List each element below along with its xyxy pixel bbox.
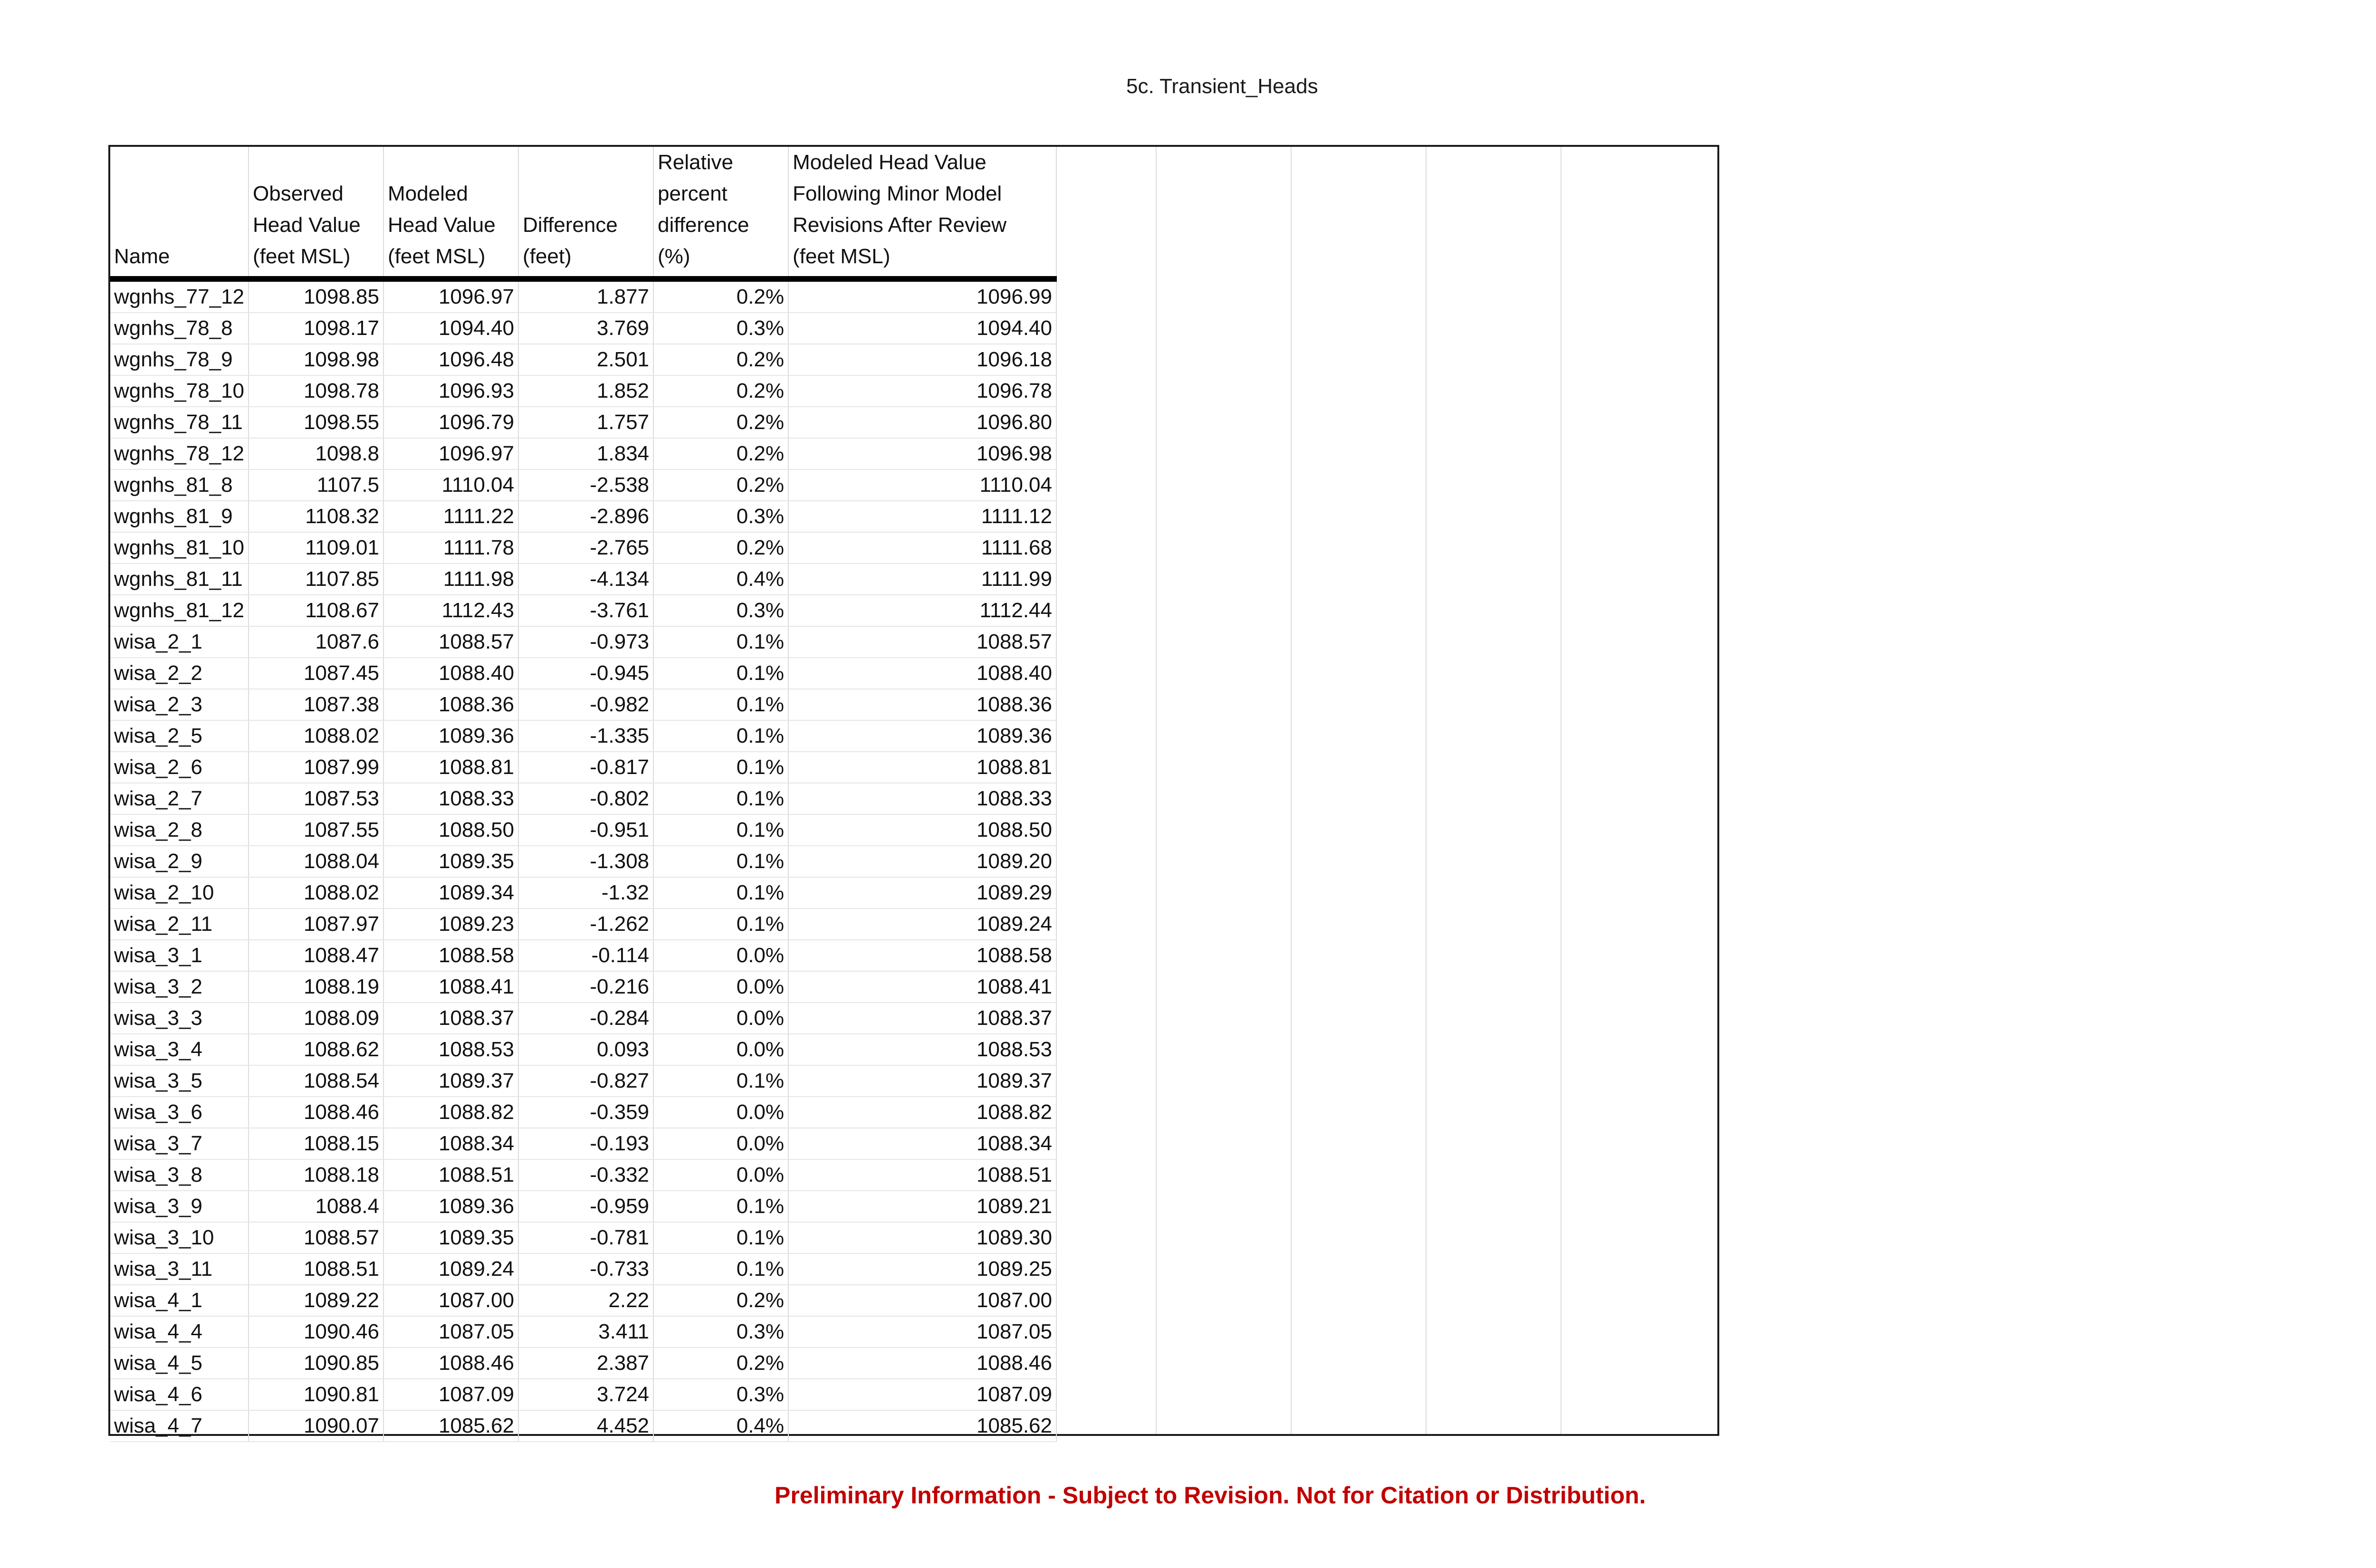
table-row[interactable]: [110, 720, 1056, 752]
value-cell[interactable]: 0.1%: [653, 846, 788, 877]
value-cell[interactable]: -0.951: [518, 814, 653, 846]
value-cell[interactable]: 1088.15: [249, 1128, 383, 1159]
value-cell[interactable]: 1111.12: [788, 501, 1056, 532]
table-row[interactable]: [110, 313, 1056, 344]
table-row[interactable]: [110, 1222, 1056, 1253]
value-cell[interactable]: 1098.17: [249, 313, 383, 344]
value-cell[interactable]: 1087.38: [249, 689, 383, 720]
value-cell[interactable]: 1096.98: [788, 438, 1056, 469]
value-cell[interactable]: 1087.53: [249, 783, 383, 814]
value-cell[interactable]: 1089.35: [383, 1222, 518, 1253]
value-cell[interactable]: 1088.47: [249, 940, 383, 971]
value-cell[interactable]: 1089.35: [383, 846, 518, 877]
value-cell[interactable]: 1088.41: [788, 971, 1056, 1003]
value-cell[interactable]: 1088.57: [249, 1222, 383, 1253]
well-name-cell[interactable]: wgnhs_78_8: [110, 313, 249, 344]
value-cell[interactable]: 1096.97: [383, 438, 518, 469]
table-row[interactable]: [110, 375, 1056, 407]
preliminary-disclaimer: Preliminary Information - Subject to Revision. Not for Citation or Distribution.: [775, 1482, 1646, 1509]
data-grid: [108, 145, 1719, 1436]
well-name-cell[interactable]: wisa_4_1: [110, 1285, 249, 1316]
value-cell[interactable]: 0.0%: [653, 1034, 788, 1065]
value-cell[interactable]: 0.2%: [653, 344, 788, 375]
value-cell[interactable]: 0.1%: [653, 689, 788, 720]
value-cell[interactable]: 1098.78: [249, 375, 383, 407]
value-cell[interactable]: 1087.05: [383, 1316, 518, 1348]
table-row[interactable]: [110, 407, 1056, 438]
value-cell[interactable]: 1085.62: [788, 1410, 1056, 1442]
column-header[interactable]: Difference (feet): [518, 147, 653, 279]
value-cell[interactable]: 1096.80: [788, 407, 1056, 438]
column-header[interactable]: Modeled Head Value Following Minor Model Revisions After Review (feet MSL): [788, 147, 1056, 279]
value-cell[interactable]: 1088.53: [788, 1034, 1056, 1065]
well-name-cell[interactable]: wisa_4_7: [110, 1410, 249, 1442]
well-name-cell[interactable]: wisa_2_5: [110, 720, 249, 752]
value-cell[interactable]: -0.332: [518, 1159, 653, 1191]
table-row[interactable]: [110, 279, 1056, 313]
value-cell[interactable]: -0.817: [518, 752, 653, 783]
value-cell[interactable]: 1.852: [518, 375, 653, 407]
value-cell[interactable]: 1087.00: [788, 1285, 1056, 1316]
well-name-cell[interactable]: wisa_2_10: [110, 877, 249, 908]
value-cell[interactable]: 1110.04: [788, 469, 1056, 501]
value-cell[interactable]: 1088.02: [249, 720, 383, 752]
value-cell[interactable]: 1088.81: [788, 752, 1056, 783]
table-row[interactable]: [110, 1316, 1056, 1348]
value-cell[interactable]: -1.335: [518, 720, 653, 752]
value-cell[interactable]: 1087.00: [383, 1285, 518, 1316]
value-cell[interactable]: 1090.07: [249, 1410, 383, 1442]
well-name-cell[interactable]: wgnhs_81_9: [110, 501, 249, 532]
value-cell[interactable]: 1088.82: [788, 1097, 1056, 1128]
value-cell[interactable]: 1089.20: [788, 846, 1056, 877]
value-cell[interactable]: 3.411: [518, 1316, 653, 1348]
value-cell[interactable]: 0.0%: [653, 940, 788, 971]
value-cell[interactable]: 1087.09: [383, 1379, 518, 1410]
table-row[interactable]: [110, 908, 1056, 940]
value-cell[interactable]: -2.896: [518, 501, 653, 532]
well-name-cell[interactable]: wisa_3_7: [110, 1128, 249, 1159]
value-cell[interactable]: 1088.46: [383, 1348, 518, 1379]
value-cell[interactable]: 0.1%: [653, 908, 788, 940]
gridline: [1291, 147, 1292, 1434]
value-cell[interactable]: 1088.36: [788, 689, 1056, 720]
table-row[interactable]: [110, 1159, 1056, 1191]
value-cell[interactable]: 1094.40: [788, 313, 1056, 344]
well-name-cell[interactable]: wisa_2_11: [110, 908, 249, 940]
value-cell[interactable]: -1.262: [518, 908, 653, 940]
value-cell[interactable]: -0.959: [518, 1191, 653, 1222]
value-cell[interactable]: 1087.45: [249, 658, 383, 689]
value-cell[interactable]: 1088.40: [788, 658, 1056, 689]
value-cell[interactable]: 0.4%: [653, 564, 788, 595]
value-cell[interactable]: 1089.36: [788, 720, 1056, 752]
well-name-cell[interactable]: wisa_2_6: [110, 752, 249, 783]
table-row[interactable]: [110, 438, 1056, 469]
value-cell[interactable]: 1088.53: [383, 1034, 518, 1065]
value-cell[interactable]: 1089.36: [383, 720, 518, 752]
value-cell[interactable]: 3.769: [518, 313, 653, 344]
table-body: [110, 279, 1056, 1442]
table-row[interactable]: [110, 1410, 1056, 1442]
value-cell[interactable]: -0.982: [518, 689, 653, 720]
value-cell[interactable]: 1088.58: [383, 940, 518, 971]
table-row[interactable]: [110, 1253, 1056, 1285]
value-cell[interactable]: 0.3%: [653, 595, 788, 626]
well-name-cell[interactable]: wisa_3_11: [110, 1253, 249, 1285]
well-name-cell[interactable]: wisa_4_4: [110, 1316, 249, 1348]
value-cell[interactable]: -0.284: [518, 1003, 653, 1034]
column-header[interactable]: Modeled Head Value (feet MSL): [383, 147, 518, 279]
value-cell[interactable]: 0.0%: [653, 1097, 788, 1128]
value-cell[interactable]: 0.0%: [653, 1128, 788, 1159]
value-cell[interactable]: 0.1%: [653, 1191, 788, 1222]
gridline: [1156, 147, 1157, 1434]
value-cell[interactable]: 0.1%: [653, 720, 788, 752]
value-cell[interactable]: 1111.22: [383, 501, 518, 532]
well-name-cell[interactable]: wisa_2_3: [110, 689, 249, 720]
well-name-cell[interactable]: wisa_3_1: [110, 940, 249, 971]
value-cell[interactable]: 1088.54: [249, 1065, 383, 1097]
well-name-cell[interactable]: wgnhs_77_12: [110, 279, 249, 313]
value-cell[interactable]: 0.3%: [653, 1316, 788, 1348]
value-cell[interactable]: 1098.8: [249, 438, 383, 469]
value-cell[interactable]: 1088.04: [249, 846, 383, 877]
value-cell[interactable]: 1087.09: [788, 1379, 1056, 1410]
value-cell[interactable]: 1087.99: [249, 752, 383, 783]
value-cell[interactable]: -0.827: [518, 1065, 653, 1097]
well-name-cell[interactable]: wgnhs_78_9: [110, 344, 249, 375]
value-cell[interactable]: 0.1%: [653, 658, 788, 689]
value-cell[interactable]: -0.802: [518, 783, 653, 814]
table-row[interactable]: [110, 1097, 1056, 1128]
value-cell[interactable]: 1090.46: [249, 1316, 383, 1348]
value-cell[interactable]: 0.0%: [653, 1159, 788, 1191]
value-cell[interactable]: 1109.01: [249, 532, 383, 564]
value-cell[interactable]: 1088.36: [383, 689, 518, 720]
value-cell[interactable]: 1089.25: [788, 1253, 1056, 1285]
sheet-title: 5c. Transient_Heads: [1126, 75, 1318, 98]
value-cell[interactable]: 1088.46: [788, 1348, 1056, 1379]
value-cell[interactable]: 1088.4: [249, 1191, 383, 1222]
value-cell[interactable]: 2.501: [518, 344, 653, 375]
value-cell[interactable]: 1088.50: [788, 814, 1056, 846]
table-row[interactable]: [110, 1034, 1056, 1065]
value-cell[interactable]: 1089.21: [788, 1191, 1056, 1222]
value-cell[interactable]: 1088.62: [249, 1034, 383, 1065]
well-name-cell[interactable]: wgnhs_78_11: [110, 407, 249, 438]
header-row: [110, 147, 1056, 279]
value-cell[interactable]: 1089.22: [249, 1285, 383, 1316]
value-cell[interactable]: 1089.29: [788, 877, 1056, 908]
table-row[interactable]: [110, 752, 1056, 783]
value-cell[interactable]: 1087.6: [249, 626, 383, 658]
value-cell[interactable]: 1088.37: [788, 1003, 1056, 1034]
table-row[interactable]: [110, 846, 1056, 877]
value-cell[interactable]: 1088.82: [383, 1097, 518, 1128]
value-cell[interactable]: 1087.05: [788, 1316, 1056, 1348]
value-cell[interactable]: -1.308: [518, 846, 653, 877]
value-cell[interactable]: 1089.23: [383, 908, 518, 940]
value-cell[interactable]: -0.945: [518, 658, 653, 689]
table-row[interactable]: [110, 1379, 1056, 1410]
value-cell[interactable]: 0.0%: [653, 971, 788, 1003]
value-cell[interactable]: 1111.98: [383, 564, 518, 595]
table-row[interactable]: [110, 1285, 1056, 1316]
value-cell[interactable]: -0.781: [518, 1222, 653, 1253]
column-header[interactable]: Relative percent difference (%): [653, 147, 788, 279]
value-cell[interactable]: 1089.30: [788, 1222, 1056, 1253]
value-cell[interactable]: 1088.37: [383, 1003, 518, 1034]
table-row[interactable]: [110, 1348, 1056, 1379]
value-cell[interactable]: 1110.04: [383, 469, 518, 501]
well-name-cell[interactable]: wisa_3_8: [110, 1159, 249, 1191]
value-cell[interactable]: 1107.5: [249, 469, 383, 501]
value-cell[interactable]: 0.1%: [653, 752, 788, 783]
value-cell[interactable]: 1108.32: [249, 501, 383, 532]
value-cell[interactable]: 1088.41: [383, 971, 518, 1003]
value-cell[interactable]: 1088.51: [383, 1159, 518, 1191]
value-cell[interactable]: 1111.99: [788, 564, 1056, 595]
value-cell[interactable]: 0.2%: [653, 469, 788, 501]
value-cell[interactable]: 0.3%: [653, 313, 788, 344]
well-name-cell[interactable]: wgnhs_81_11: [110, 564, 249, 595]
value-cell[interactable]: 1096.78: [788, 375, 1056, 407]
value-cell[interactable]: 0.2%: [653, 375, 788, 407]
well-name-cell[interactable]: wisa_4_5: [110, 1348, 249, 1379]
value-cell[interactable]: -4.134: [518, 564, 653, 595]
value-cell[interactable]: 1111.68: [788, 532, 1056, 564]
table-row[interactable]: [110, 1065, 1056, 1097]
value-cell[interactable]: 1088.33: [788, 783, 1056, 814]
value-cell[interactable]: 0.4%: [653, 1410, 788, 1442]
value-cell[interactable]: 1088.09: [249, 1003, 383, 1034]
value-cell[interactable]: 4.452: [518, 1410, 653, 1442]
well-name-cell[interactable]: wisa_4_6: [110, 1379, 249, 1410]
value-cell[interactable]: 1108.67: [249, 595, 383, 626]
well-name-cell[interactable]: wgnhs_78_12: [110, 438, 249, 469]
value-cell[interactable]: 1089.24: [383, 1253, 518, 1285]
value-cell[interactable]: 1098.98: [249, 344, 383, 375]
value-cell[interactable]: -1.32: [518, 877, 653, 908]
value-cell[interactable]: -2.765: [518, 532, 653, 564]
table-row[interactable]: [110, 971, 1056, 1003]
value-cell[interactable]: 3.724: [518, 1379, 653, 1410]
value-cell[interactable]: -2.538: [518, 469, 653, 501]
value-cell[interactable]: 0.2%: [653, 532, 788, 564]
well-name-cell[interactable]: wisa_2_9: [110, 846, 249, 877]
value-cell[interactable]: 0.1%: [653, 626, 788, 658]
well-name-cell[interactable]: wgnhs_78_10: [110, 375, 249, 407]
value-cell[interactable]: 1112.44: [788, 595, 1056, 626]
value-cell[interactable]: -0.733: [518, 1253, 653, 1285]
value-cell[interactable]: 1088.81: [383, 752, 518, 783]
transient-heads-table: [110, 147, 1057, 1442]
table-row[interactable]: [110, 344, 1056, 375]
value-cell[interactable]: 1088.18: [249, 1159, 383, 1191]
table-row[interactable]: [110, 469, 1056, 501]
value-cell[interactable]: 1088.19: [249, 971, 383, 1003]
well-name-cell[interactable]: wisa_3_4: [110, 1034, 249, 1065]
value-cell[interactable]: -0.114: [518, 940, 653, 971]
value-cell[interactable]: 0.2%: [653, 407, 788, 438]
value-cell[interactable]: 1088.51: [249, 1253, 383, 1285]
value-cell[interactable]: 1088.33: [383, 783, 518, 814]
value-cell[interactable]: 1088.57: [788, 626, 1056, 658]
value-cell[interactable]: 0.2%: [653, 1348, 788, 1379]
table-row[interactable]: [110, 783, 1056, 814]
gridline: [1561, 147, 1562, 1434]
table-row[interactable]: [110, 626, 1056, 658]
value-cell[interactable]: 0.2%: [653, 279, 788, 313]
value-cell[interactable]: 0.3%: [653, 501, 788, 532]
well-name-cell[interactable]: wisa_2_1: [110, 626, 249, 658]
well-name-cell[interactable]: wisa_2_7: [110, 783, 249, 814]
value-cell[interactable]: 2.387: [518, 1348, 653, 1379]
table-row[interactable]: [110, 564, 1056, 595]
table-row[interactable]: [110, 1128, 1056, 1159]
value-cell[interactable]: 0.1%: [653, 1065, 788, 1097]
well-name-cell[interactable]: wgnhs_81_8: [110, 469, 249, 501]
value-cell[interactable]: -0.216: [518, 971, 653, 1003]
value-cell[interactable]: 1096.18: [788, 344, 1056, 375]
value-cell[interactable]: -0.193: [518, 1128, 653, 1159]
value-cell[interactable]: 0.1%: [653, 814, 788, 846]
well-name-cell[interactable]: wisa_2_8: [110, 814, 249, 846]
value-cell[interactable]: 1096.48: [383, 344, 518, 375]
well-name-cell[interactable]: wgnhs_81_10: [110, 532, 249, 564]
value-cell[interactable]: 0.3%: [653, 1379, 788, 1410]
value-cell[interactable]: 1.757: [518, 407, 653, 438]
table-row[interactable]: [110, 877, 1056, 908]
column-header[interactable]: Name: [110, 147, 249, 279]
value-cell[interactable]: 1088.57: [383, 626, 518, 658]
value-cell[interactable]: 0.1%: [653, 1253, 788, 1285]
table-row[interactable]: [110, 940, 1056, 971]
value-cell[interactable]: 1090.85: [249, 1348, 383, 1379]
value-cell[interactable]: 0.1%: [653, 1222, 788, 1253]
value-cell[interactable]: 1089.37: [383, 1065, 518, 1097]
well-name-cell[interactable]: wisa_3_9: [110, 1191, 249, 1222]
value-cell[interactable]: 1098.55: [249, 407, 383, 438]
value-cell[interactable]: 1088.51: [788, 1159, 1056, 1191]
value-cell[interactable]: 1112.43: [383, 595, 518, 626]
table-row[interactable]: [110, 1191, 1056, 1222]
value-cell[interactable]: 1089.36: [383, 1191, 518, 1222]
table-row[interactable]: [110, 1003, 1056, 1034]
well-name-cell[interactable]: wisa_3_2: [110, 971, 249, 1003]
value-cell[interactable]: 1087.55: [249, 814, 383, 846]
value-cell[interactable]: 1096.99: [788, 279, 1056, 313]
well-name-cell[interactable]: wisa_3_6: [110, 1097, 249, 1128]
table-row[interactable]: [110, 501, 1056, 532]
value-cell[interactable]: 0.2%: [653, 438, 788, 469]
value-cell[interactable]: 1089.34: [383, 877, 518, 908]
value-cell[interactable]: 0.093: [518, 1034, 653, 1065]
value-cell[interactable]: 1.877: [518, 279, 653, 313]
value-cell[interactable]: 1088.34: [383, 1128, 518, 1159]
value-cell[interactable]: 1088.58: [788, 940, 1056, 971]
well-name-cell[interactable]: wisa_2_2: [110, 658, 249, 689]
value-cell[interactable]: 1088.34: [788, 1128, 1056, 1159]
table-row[interactable]: [110, 814, 1056, 846]
value-cell[interactable]: 1088.02: [249, 877, 383, 908]
value-cell[interactable]: 0.1%: [653, 877, 788, 908]
well-name-cell[interactable]: wisa_3_10: [110, 1222, 249, 1253]
value-cell[interactable]: 1089.37: [788, 1065, 1056, 1097]
well-name-cell[interactable]: wgnhs_81_12: [110, 595, 249, 626]
gridline: [1426, 147, 1427, 1434]
value-cell[interactable]: 1090.81: [249, 1379, 383, 1410]
value-cell[interactable]: 1089.24: [788, 908, 1056, 940]
value-cell[interactable]: 0.1%: [653, 783, 788, 814]
column-header[interactable]: Observed Head Value (feet MSL): [249, 147, 383, 279]
value-cell[interactable]: 1098.85: [249, 279, 383, 313]
value-cell[interactable]: -3.761: [518, 595, 653, 626]
value-cell[interactable]: 0.2%: [653, 1285, 788, 1316]
table-row[interactable]: [110, 595, 1056, 626]
well-name-cell[interactable]: wisa_3_5: [110, 1065, 249, 1097]
table-row[interactable]: [110, 658, 1056, 689]
table-row[interactable]: [110, 532, 1056, 564]
value-cell[interactable]: 1088.46: [249, 1097, 383, 1128]
value-cell[interactable]: 1085.62: [383, 1410, 518, 1442]
well-name-cell[interactable]: wisa_3_3: [110, 1003, 249, 1034]
value-cell[interactable]: -0.359: [518, 1097, 653, 1128]
value-cell[interactable]: 0.0%: [653, 1003, 788, 1034]
value-cell[interactable]: 1088.40: [383, 658, 518, 689]
table-row[interactable]: [110, 689, 1056, 720]
value-cell[interactable]: 1107.85: [249, 564, 383, 595]
value-cell[interactable]: 1088.50: [383, 814, 518, 846]
value-cell[interactable]: 1.834: [518, 438, 653, 469]
value-cell[interactable]: 1096.93: [383, 375, 518, 407]
value-cell[interactable]: 1087.97: [249, 908, 383, 940]
value-cell[interactable]: 2.22: [518, 1285, 653, 1316]
value-cell[interactable]: 1094.40: [383, 313, 518, 344]
value-cell[interactable]: 1096.79: [383, 407, 518, 438]
value-cell[interactable]: 1111.78: [383, 532, 518, 564]
value-cell[interactable]: 1096.97: [383, 279, 518, 313]
value-cell[interactable]: -0.973: [518, 626, 653, 658]
